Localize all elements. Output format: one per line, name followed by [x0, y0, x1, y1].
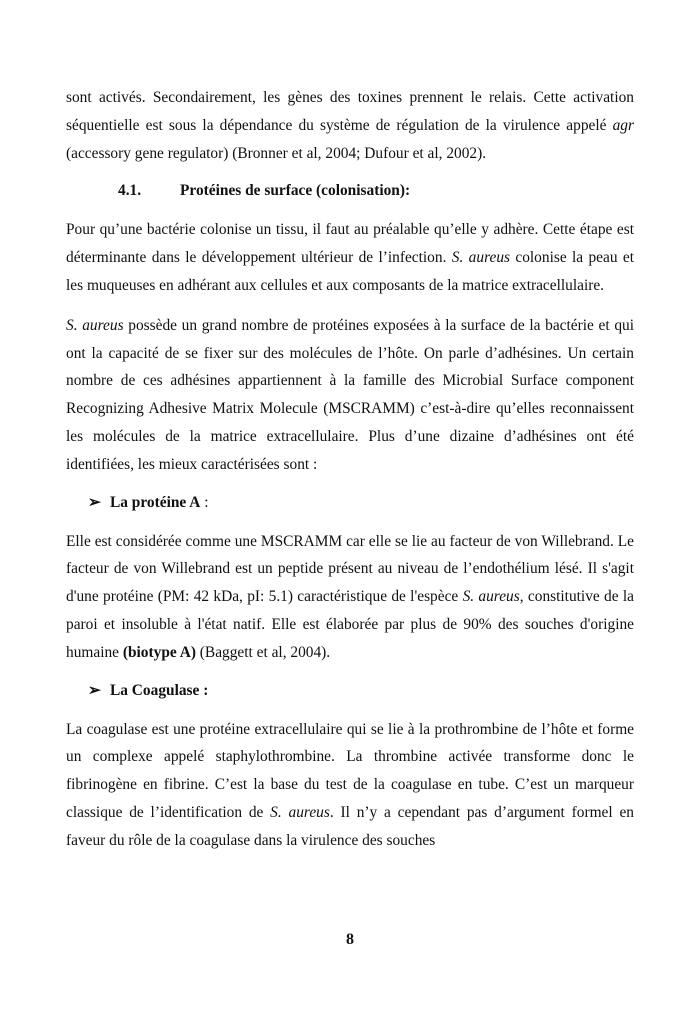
bullet-coagulase: [88, 678, 634, 704]
bullet-label: La protéine A: [110, 493, 201, 511]
arrow-bullet-icon: ➢: [88, 493, 101, 511]
species-name: S. aureus: [451, 249, 511, 267]
paragraph-adhesion: Pour qu’une bactérie colonise un tissu, il faut au préalable qu’elle y adhère. Cette étape est déterminante dans le développement ultérieur de l’infection. S. aureus colonise la peau et les muqueuses en adhérant aux cellules et aux composants de la matrice extracellulaire.: [66, 221, 634, 294]
bullet-protein-a: ➢ La protéine A :: [88, 490, 634, 516]
paragraph-coagulase: La coagulase est une protéine extracellulaire qui se lie à la prothrombine de l’hôte et forme un complexe appelé staphylothrombine. La thrombine activée transforme donc le fibrinogène en fibrine. C’est la base du test de la coagulase en tube. C’est un marqueur classique de l’identification de S. aureus. Il n’y a cependant pas d’argument formel en faveur du rôle de la coagulase dans la virulence des souches: [66, 720, 634, 849]
section-title: Protéines de surface (colonisation):: [180, 182, 411, 200]
paragraph-virulence-regulation: sont activés. Secondairement, les gènes des toxines prennent le relais. Cette activation séquentielle est sous la dépendance du système de régulation de la virulence appelé agr (accessory gene regulator) (Bronner et al, 2004; Dufour et al, 2002).: [66, 89, 634, 162]
biotype-label: (biotype A): [122, 643, 196, 661]
species-name: S. aureus: [270, 803, 330, 821]
document-body: [66, 84, 634, 855]
gene-name-agr: agr: [612, 116, 634, 134]
section-number: 4.1.: [118, 182, 142, 200]
bullet-label: La Coagulase :: [110, 681, 209, 699]
species-name: S. aureus: [462, 588, 520, 606]
paragraph-protein-a: Elle est considérée comme une MSCRAMM car elle se lie au facteur de von Willebrand. Le facteur de von Willebrand est un peptide présent au niveau de l’endothélium lésé. Il s'agit d'une protéine (PM: 42 kDa, pI: 5.1) caractéristique de l'espèce S. aureus, constitutive de la paroi et insoluble à l'état natif. Elle est élaborée par plus de 90% des souches d'origine humaine (biotype A) (Baggett et al, 2004).: [66, 532, 634, 661]
section-heading: [118, 178, 634, 204]
paragraph-adhesins: S. aureus possède un grand nombre de protéines exposées à la surface de la bactérie et qui ont la capacité de se fixer sur des molécules de l’hôte. On parle d’adhésines. Un certain nombre de ces adhésines appartiennent à la famille des Microbial Surface component Recognizing Adhesive Matrix Molecule (MSCRAMM) c’est-à-dire qu’elles reconnaissent les molécules de la matrice extracellulaire. Plus d’une dizaine d’adhésines ont été identifiées, les mieux caractérisées sont :: [66, 316, 635, 473]
arrow-bullet-icon: ➢: [88, 681, 101, 699]
page-number: 8: [346, 931, 354, 948]
species-name: S. aureus: [66, 316, 124, 334]
